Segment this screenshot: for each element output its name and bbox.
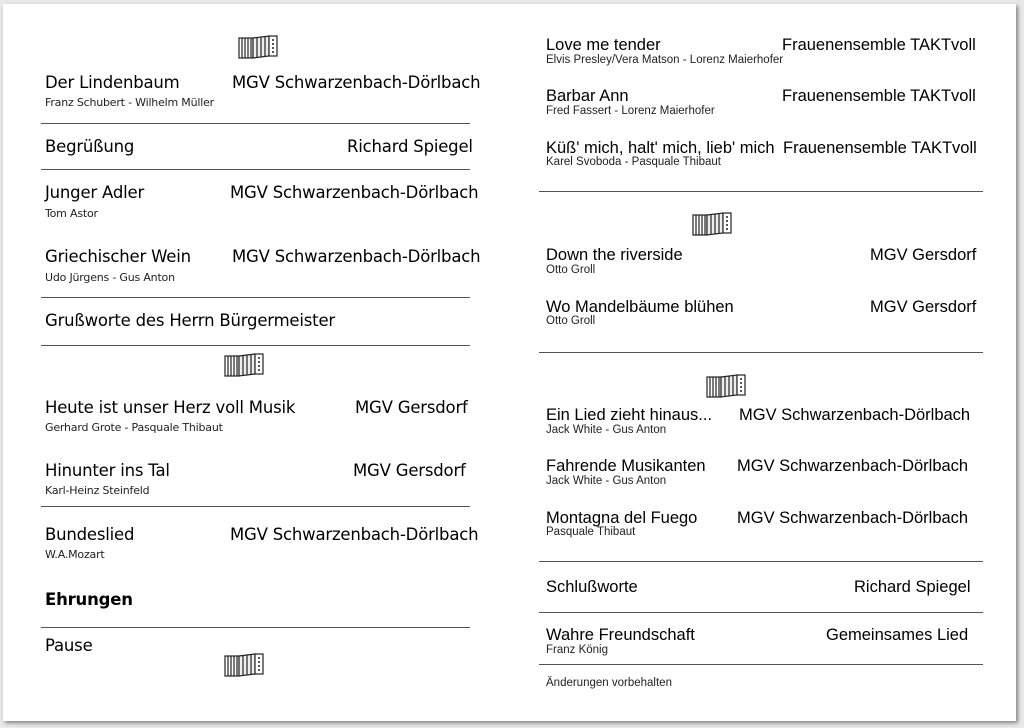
accordion-icon [221, 350, 267, 380]
entry-title: Küß' mich, halt' mich, lieb' mich [546, 139, 775, 157]
divider [41, 123, 470, 124]
entry-title: Schlußworte [546, 578, 638, 596]
entry-title: Fahrende Musikanten [546, 457, 706, 475]
divider [539, 191, 983, 192]
entry-title: Grußworte des Herrn Bürgermeister [45, 311, 335, 330]
divider [41, 297, 470, 298]
entry-performer: MGV Schwarzenbach-Dörlbach [739, 406, 971, 424]
accordion-icon [689, 209, 735, 239]
entry-title: Heute ist unser Herz voll Musik [45, 398, 296, 417]
accordion-icon [235, 32, 281, 62]
entry-credit: Pasquale Thibaut [546, 526, 636, 538]
divider [539, 612, 983, 613]
entry-credit: Jack White - Gus Anton [546, 475, 667, 487]
accordion-icon [221, 650, 267, 680]
entry-title: Love me tender [546, 36, 661, 54]
entry-performer: MGV Schwarzenbach-Dörlbach [230, 183, 479, 202]
entry-title: Ehrungen [45, 590, 133, 609]
entry-credit: Otto Groll [546, 315, 596, 327]
changes-reserved-note: Änderungen vorbehalten [546, 677, 672, 689]
entry-performer: Frauenensemble TAKTvoll [783, 139, 977, 157]
entry-performer: Frauenensemble TAKTvoll [782, 36, 976, 54]
program-page [3, 4, 1016, 721]
entry-title: Wahre Freundschaft [546, 626, 695, 644]
entry-title: Begrüßung [45, 137, 135, 156]
entry-performer: MGV Gersdorf [355, 398, 468, 417]
entry-performer: Frauenensemble TAKTvoll [782, 87, 976, 105]
entry-credit: W.A.Mozart [45, 548, 105, 561]
divider [539, 664, 983, 665]
entry-title: Der Lindenbaum [45, 73, 180, 92]
entry-credit: Otto Groll [546, 264, 596, 276]
entry-credit: Jack White - Gus Anton [546, 424, 667, 436]
entry-performer: MGV Schwarzenbach-Dörlbach [232, 247, 481, 266]
entry-credit: Karel Svoboda - Pasquale Thibaut [546, 156, 721, 168]
entry-performer: MGV Schwarzenbach-Dörlbach [737, 457, 969, 475]
entry-performer: MGV Gersdorf [870, 246, 977, 264]
entry-title: Down the riverside [546, 246, 683, 264]
entry-title: Hinunter ins Tal [45, 461, 170, 480]
entry-title: Ein Lied zieht hinaus... [546, 406, 713, 424]
entry-performer: MGV Schwarzenbach-Dörlbach [737, 509, 969, 527]
divider [539, 352, 983, 353]
divider [41, 345, 470, 346]
entry-performer: Richard Spiegel [347, 137, 473, 156]
entry-performer: MGV Schwarzenbach-Dörlbach [230, 525, 479, 544]
entry-title: Junger Adler [45, 183, 145, 202]
entry-credit: Tom Astor [45, 207, 98, 220]
entry-title: Pause [45, 636, 93, 655]
entry-credit: Fred Fassert - Lorenz Maierhofer [546, 105, 715, 117]
entry-title: Wo Mandelbäume blühen [546, 298, 734, 316]
entry-performer: MGV Gersdorf [353, 461, 466, 480]
entry-performer: Richard Spiegel [854, 578, 971, 596]
entry-performer: MGV Gersdorf [870, 298, 977, 316]
entry-credit: Karl-Heinz Steinfeld [45, 484, 150, 497]
entry-credit: Elvis Presley/Vera Matson - Lorenz Maierhofer [546, 54, 784, 66]
divider [539, 561, 983, 562]
entry-title: Barbar Ann [546, 87, 629, 105]
divider [41, 627, 470, 628]
entry-title: Montagna del Fuego [546, 509, 698, 527]
entry-performer: Gemeinsames Lied [826, 626, 969, 644]
divider [41, 169, 470, 170]
entry-performer: MGV Schwarzenbach-Dörlbach [232, 73, 481, 92]
accordion-icon [703, 371, 749, 401]
entry-credit: Udo Jürgens - Gus Anton [45, 271, 175, 284]
divider [41, 506, 470, 507]
entry-title: Bundeslied [45, 525, 135, 544]
entry-credit: Gerhard Grote - Pasquale Thibaut [45, 421, 223, 434]
entry-title: Griechischer Wein [45, 247, 191, 266]
entry-credit: Franz Schubert - Wilhelm Müller [45, 96, 214, 109]
entry-credit: Franz König [546, 644, 609, 656]
